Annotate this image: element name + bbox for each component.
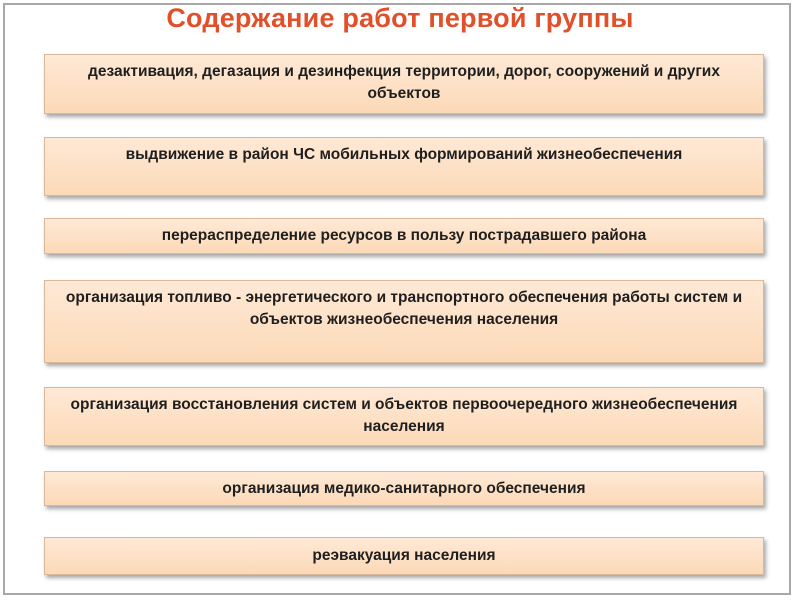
work-item-mobile-units: выдвижение в район ЧС мобильных формирований жизнеобеспечения: [44, 137, 764, 196]
page-title: Содержание работ первой группы: [166, 3, 634, 33]
work-item-decontamination: дезактивация, дегазация и дезинфекция территории, дорог, сооружений и других объектов: [44, 54, 764, 114]
work-item-restoration: организация восстановления систем и объектов первоочередного жизнеобеспечения населения: [44, 387, 764, 446]
work-item-reevacuation: реэвакуация населения: [44, 537, 764, 575]
work-item-resource-redistribution: перераспределение ресурсов в пользу пострадавшего района: [44, 218, 764, 254]
work-item-medical-sanitary: организация медико-санитарного обеспечения: [44, 471, 764, 506]
work-item-fuel-energy-transport: организация топливо - энергетического и транспортного обеспечения работы систем и объектов жизнеобеспечения населения: [44, 280, 764, 363]
